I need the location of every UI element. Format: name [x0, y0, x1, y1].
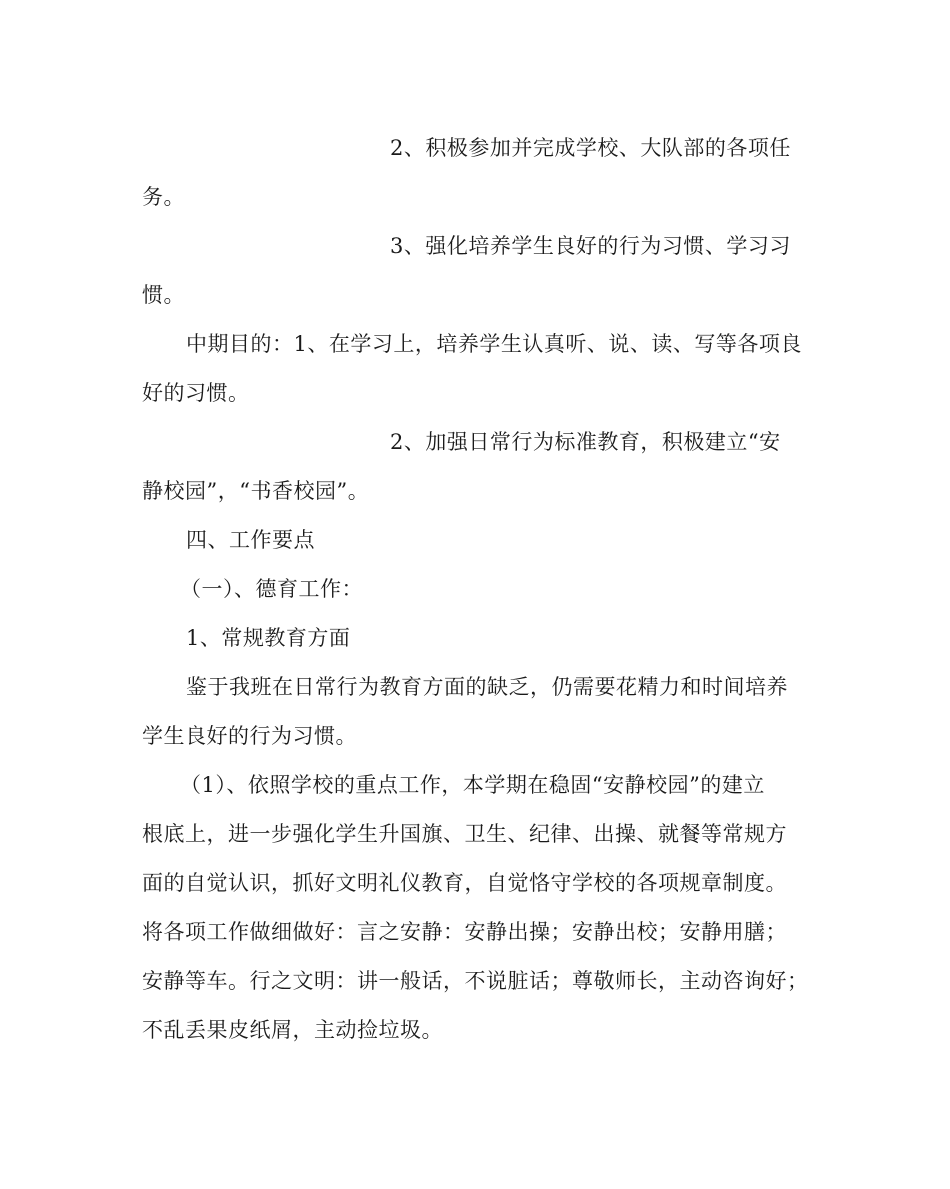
section-heading-work-points: 四、工作要点: [186, 528, 315, 552]
paragraph-routine-line-2: 学生良好的行为习惯。: [142, 724, 357, 748]
paragraph-point-1-line-5: 安静等车。行之文明：讲一般话，不说脏话；尊敬师长，主动咨询好；: [142, 969, 809, 993]
paragraph-point-1-line-2: 根底上，进一步强化学生升国旗、卫生、纪律、出操、就餐等常规方: [142, 822, 787, 846]
task-item-3-line-2: 惯。: [142, 283, 185, 307]
paragraph-point-1-line-4: 将各项工作做细做好：言之安静：安静出操；安静出校；安静用膳；: [142, 920, 787, 944]
paragraph-point-1-line-6: 不乱丢果皮纸屑，主动捡垃圾。: [142, 1018, 443, 1042]
mid-term-goal-line-1: 中期目的：1、在学习上，培养学生认真听、说、读、写等各项良: [186, 332, 802, 356]
mid-term-item-2-line-1: 2、加强日常行为标准教育，积极建立“安: [390, 430, 781, 454]
task-item-2-line-2: 务。: [142, 185, 185, 209]
subsection-heading-moral-education: （一）、德育工作：: [180, 577, 363, 601]
task-item-2-line-1: 2、积极参加并完成学校、大队部的各项任: [390, 136, 791, 160]
item-heading-routine-education: 1、常规教育方面: [186, 626, 351, 650]
paragraph-point-1-line-1: （1）、依照学校的重点工作，本学期在稳固“安静校园”的建立: [180, 773, 765, 797]
mid-term-goal-line-2: 好的习惯。: [142, 381, 250, 405]
task-item-3-line-1: 3、强化培养学生良好的行为习惯、学习习: [390, 234, 791, 258]
paragraph-point-1-line-3: 面的自觉认识，抓好文明礼仪教育，自觉恪守学校的各项规章制度。: [142, 871, 787, 895]
mid-term-item-2-line-2: 静校园”，“书香校园”。: [142, 479, 370, 503]
paragraph-routine-line-1: 鉴于我班在日常行为教育方面的缺乏，仍需要花精力和时间培养: [186, 675, 788, 699]
